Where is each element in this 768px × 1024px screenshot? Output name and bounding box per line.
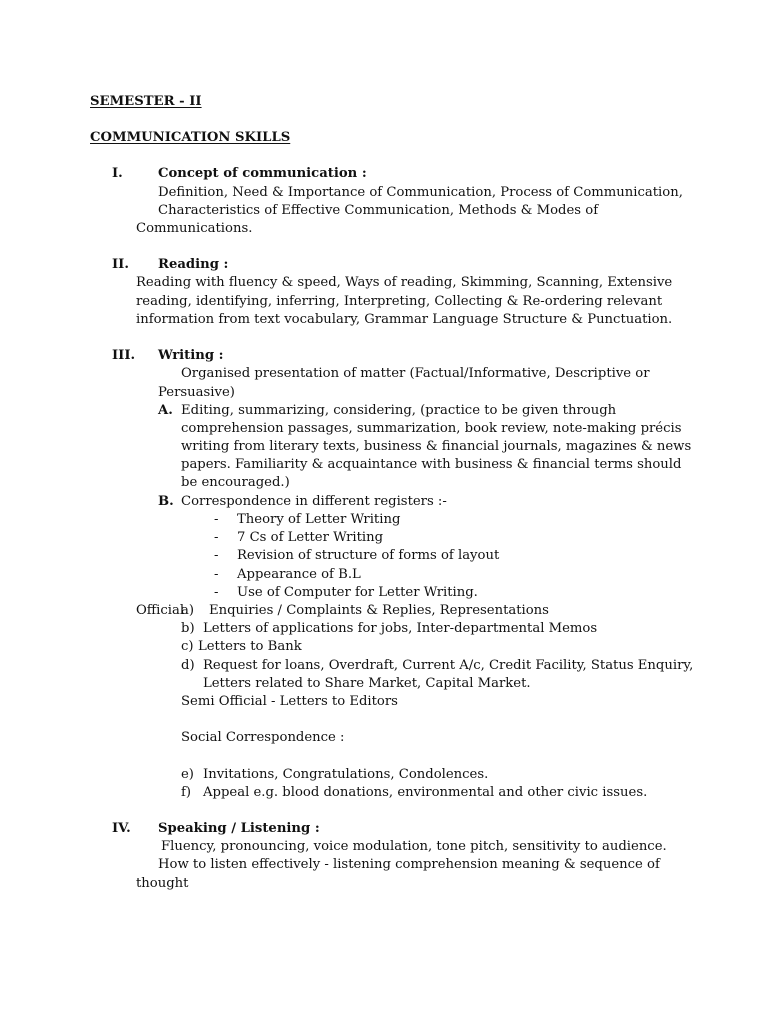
section-2-line: Reading with fluency & speed, Ways of reading, Skimming, Scanning, Extensive [136,275,673,290]
item-a-line: comprehension passages, summarization, book review, note-making précis [181,421,682,436]
section-1-line: Characteristics of Effective Communication, Methods & Modes of [158,203,599,218]
semester-heading: SEMESTER - II [90,94,202,109]
section-3-title: Writing : [158,348,224,363]
bullet-item: Revision of structure of forms of layout [237,548,500,563]
bullet-dash: - [214,548,219,563]
item-b-text: Correspondence in different registers :- [181,494,447,509]
item-b-label: B. [158,494,174,509]
bullet-dash: - [214,512,219,527]
official-label: Official [136,603,185,618]
section-4-number: IV. [112,821,131,836]
official-item-continued: Letters related to Share Market, Capital Market. [203,676,531,691]
bullet-item: Appearance of B.L [237,567,361,582]
official-item: Letters of applications for jobs, Inter-departmental Memos [203,621,598,636]
subject-heading: COMMUNICATION SKILLS [90,130,291,145]
section-2-number: II. [112,257,129,272]
section-4-line: How to listen effectively - listening comprehension meaning & sequence of [158,857,660,872]
official-marker: c) [181,639,194,654]
section-2-line: information from text vocabulary, Grammar Language Structure & Punctuation. [136,312,673,327]
section-2-title: Reading : [158,257,229,272]
section-4-line: thought [136,876,189,891]
official-item: Request for loans, Overdraft, Current A/c, Credit Facility, Status Enquiry, [203,658,694,673]
bullet-item: Theory of Letter Writing [237,512,401,527]
section-4-line: Fluency, pronouncing, voice modulation, tone pitch, sensitivity to audience. [161,839,667,854]
social-marker: f) [181,785,192,800]
item-a-line: papers. Familiarity & acquaintance with business & financial terms should [181,457,682,472]
bullet-dash: - [214,585,219,600]
bullet-dash: - [214,530,219,545]
bullet-dash: - [214,567,219,582]
section-3-number: III. [112,348,136,363]
section-1-line: Definition, Need & Importance of Communication, Process of Communication, [158,185,683,200]
section-1-number: I. [112,166,123,181]
item-a-line: writing from literary texts, business & financial journals, magazines & news [181,439,692,454]
bullet-item: Use of Computer for Letter Writing. [237,585,478,600]
section-1-title: Concept of communication : [158,166,367,181]
semi-official-text: Semi Official - Letters to Editors [181,694,398,709]
item-a-label: A. [158,403,173,418]
official-item: Enquiries / Complaints & Replies, Representations [209,603,549,618]
item-a-line: Editing, summarizing, considering, (practice to be given through [181,403,617,418]
official-marker: d) [181,658,195,673]
section-3-intro-line: Organised presentation of matter (Factual/Informative, Descriptive or [181,366,650,381]
official-marker: b) [181,621,195,636]
official-item: Letters to Bank [198,639,302,654]
social-item: Invitations, Congratulations, Condolences. [203,767,489,782]
bullet-item: 7 Cs of Letter Writing [237,530,384,545]
social-marker: e) [181,767,194,782]
section-3-intro-line: Persuasive) [158,385,235,400]
social-correspondence-heading: Social Correspondence : [181,730,345,745]
section-2-line: reading, identifying, inferring, Interpreting, Collecting & Re-ordering relevant [136,294,663,309]
section-1-line: Communications. [136,221,253,236]
social-item: Appeal e.g. blood donations, environmental and other civic issues. [203,785,648,800]
item-a-line: be encouraged.) [181,475,290,490]
section-4-title: Speaking / Listening : [158,821,320,836]
official-marker: a) [181,603,195,618]
